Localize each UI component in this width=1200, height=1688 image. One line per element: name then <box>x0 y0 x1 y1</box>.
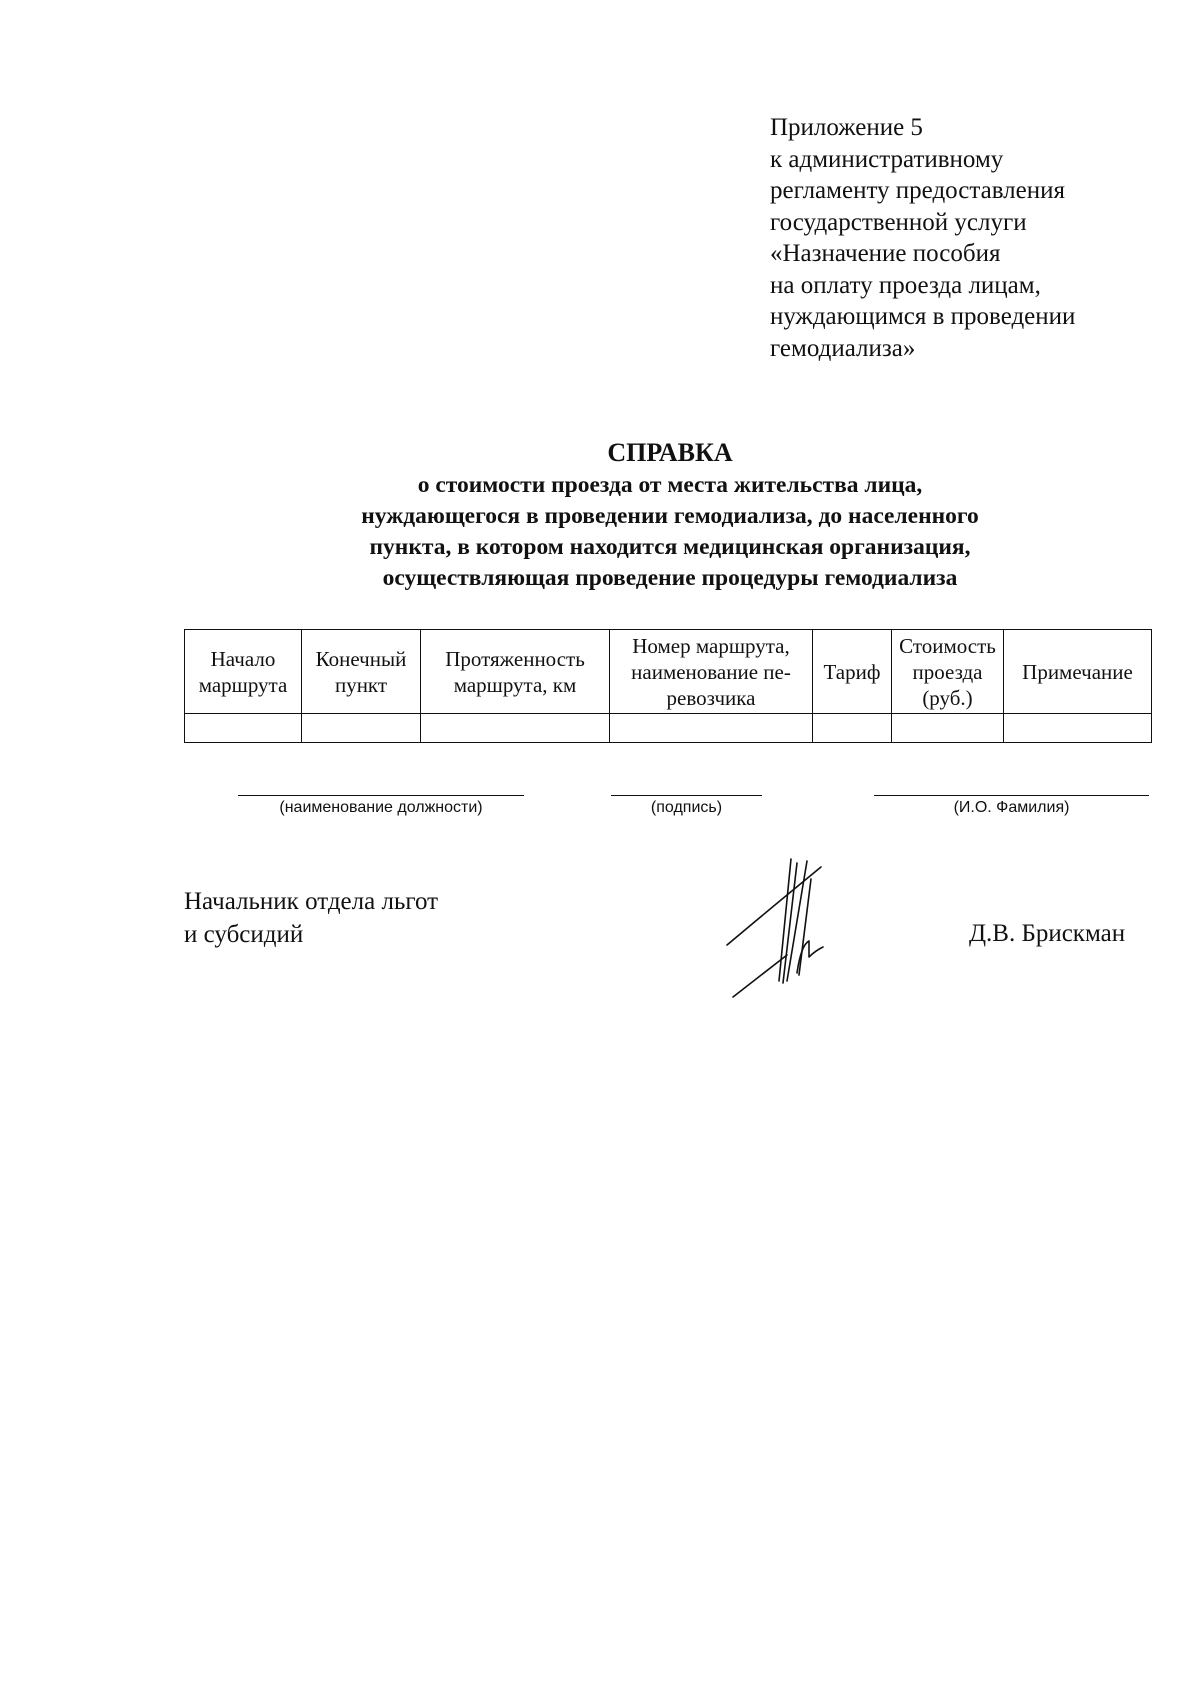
signer-position-line: Начальник отдела льгот <box>184 888 439 915</box>
signature-line <box>611 795 762 796</box>
handwritten-signature <box>725 855 845 1005</box>
appendix-header <box>770 112 1170 364</box>
appendix-line: Приложение 5 <box>770 114 923 141</box>
signature-caption: (подпись) <box>650 799 723 816</box>
appendix-line: регламенту предоставления <box>770 177 1066 204</box>
column-header-fare-cost: Стоимость проезда (руб.) <box>892 630 1004 714</box>
table-row <box>185 714 1152 743</box>
name-caption: (И.О. Фамилия) <box>953 799 1070 816</box>
position-caption: (наименование должности) <box>279 799 483 816</box>
appendix-line: «Назначение пособия <box>770 240 1001 267</box>
column-header-route-number-carrier: Номер маршрута, наименование пе- ревозчика <box>610 630 813 714</box>
signer-name: Д.В. Брискман <box>969 920 1126 947</box>
signer-position-line: и субсидий <box>184 921 304 948</box>
position-signature-line <box>238 795 524 796</box>
appendix-line: на оплату проезда лицам, <box>770 271 1041 299</box>
appendix-line: нуждающимся в проведении <box>770 303 1076 330</box>
document-subtitle-line: осуществляющая проведение процедуры гемодиализа <box>382 565 958 591</box>
document-subtitle-line: пункта, в котором находится медицинская организация, <box>369 534 971 560</box>
signer-position <box>184 885 438 951</box>
document-subtitle-line: нуждающегося в проведении гемодиализа, до населенного <box>361 503 979 529</box>
table-cell <box>185 714 302 743</box>
column-header-route-length: Протяженность маршрута, км <box>421 630 610 714</box>
table-cell <box>1004 714 1152 743</box>
table-cell <box>421 714 610 743</box>
table-cell <box>813 714 892 743</box>
column-header-tariff: Тариф <box>813 630 892 714</box>
column-header-end-point: Конечный пункт <box>302 630 421 714</box>
appendix-line: к административному <box>770 145 1004 173</box>
table-cell <box>892 714 1004 743</box>
table-header-row <box>185 630 1152 714</box>
appendix-line: гемодиализа» <box>770 334 916 362</box>
appendix-line: государственной услуги <box>770 208 1027 236</box>
column-header-note: Примечание <box>1004 630 1152 714</box>
document-title <box>170 436 1170 594</box>
table-cell <box>302 714 421 743</box>
column-header-route-start: Начало маршрута <box>185 630 302 714</box>
document-subtitle-line: о стоимости проезда от места жительства лица, <box>417 472 923 498</box>
name-signature-line <box>874 795 1149 796</box>
table-cell <box>610 714 813 743</box>
document-title-main: СПРАВКА <box>607 438 733 467</box>
route-cost-table <box>184 629 1152 743</box>
